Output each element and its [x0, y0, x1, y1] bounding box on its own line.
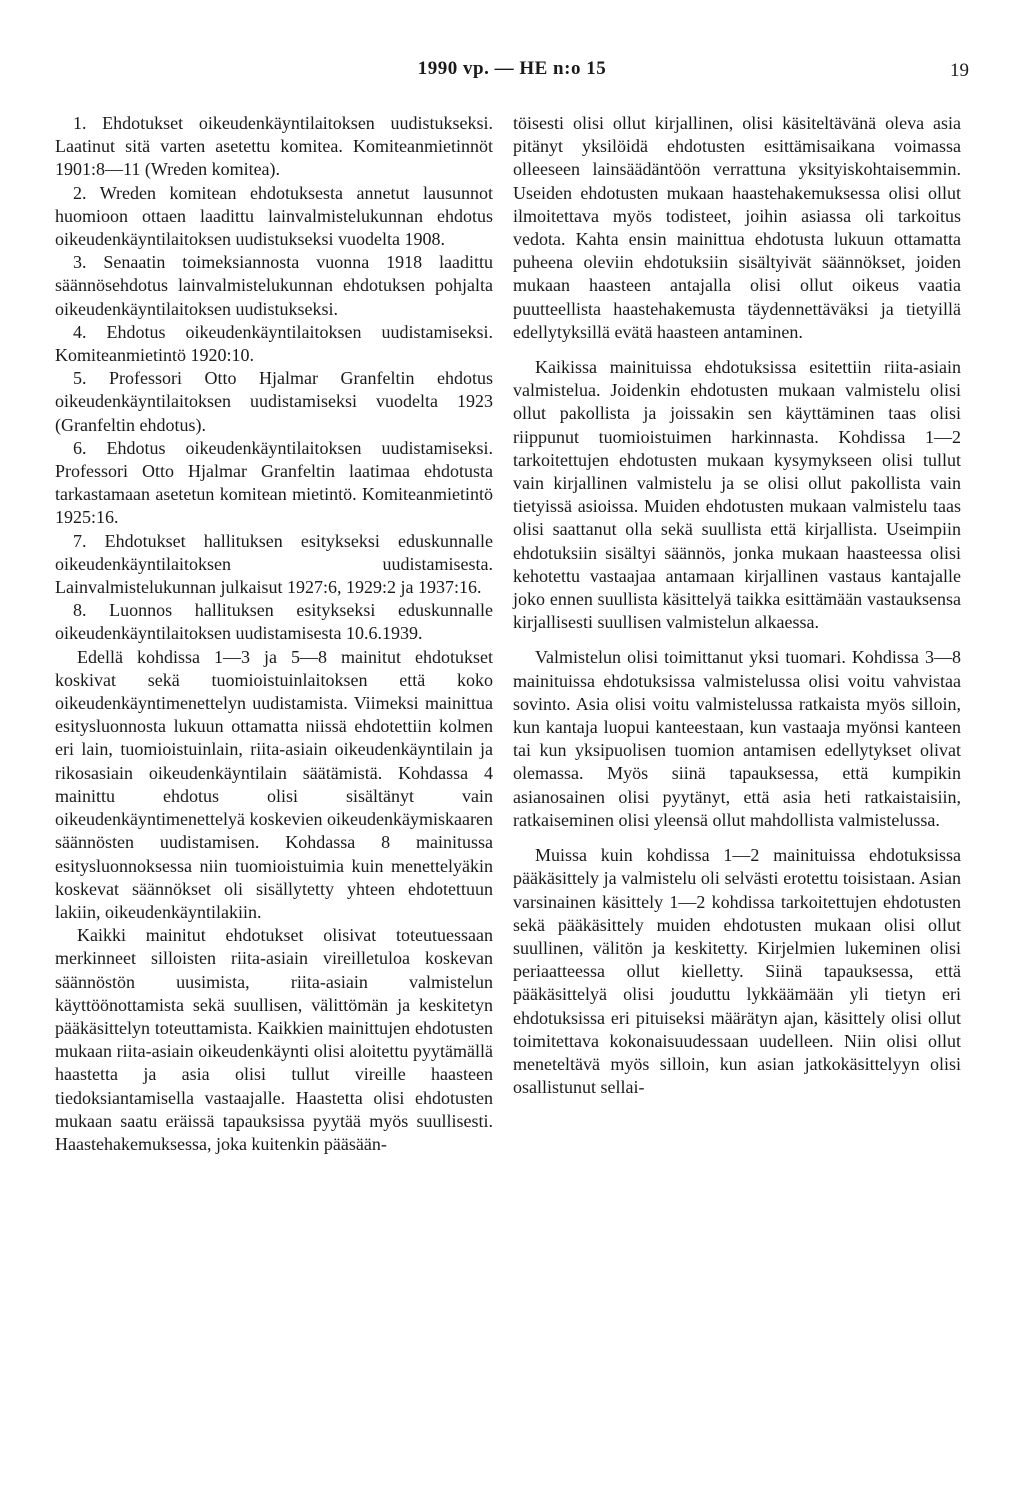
- list-item-3: 3. Senaatin toimeksiannosta vuonna 1918 laadittu säännösehdotus lainvalmistelukunnan ehdotuksen pohjalta oikeudenkäyntilaitoksen uudistukseksi.: [55, 252, 493, 319]
- paragraph-continuation: töisesti olisi ollut kirjallinen, olisi käsiteltävänä oleva asia pitänyt yksilöidä ehdotusten esittämisaikana voimassa olleeseen lainsäädäntöön verrattuna yksityiskohtaisemmin. Useiden ehdotusten mukaan haastehakemuksessa olisi ollut ilmoitettava myös todisteet, joihin asiassa oli tarkoitus vedota. Kahta ensin mainittua ehdotusta lukuun ottamatta puheena oleviin ehdotuksiin sisältyivät säännökset, joiden mukaan haasteen antajalla olisi ollut oikeus vaatia puutteellista haastehakemusta täydennettäväksi ja tietyillä edellytyksillä evätä haasteen antaminen.: [513, 113, 961, 342]
- page-header: [0, 58, 1024, 88]
- list-item-6: 6. Ehdotus oikeudenkäyntilaitoksen uudistamiseksi. Professori Otto Hjalmar Granfeltin laatimaa ehdotusta tarkastamaan asetetun komitean mietintö. Komiteanmietintö 1925:16.: [55, 437, 493, 528]
- paragraph-proposals: Kaikki mainitut ehdotukset olisivat toteutuessaan merkinneet silloisten riita-asiain vireilletuloa koskevan säännöstön uusimista, riita-asiain valmistelun käyttöönottamista sekä suullisen, välittömän ja keskitetyn pääkäsittelyn toteuttamista. Kaikkien mainittujen ehdotusten mukaan riita-asiain oikeudenkäynti olisi aloitettu pyytämällä haastetta ja asia olisi tullut vireille haasteen tiedoksiantamisella vastaajalle. Haastetta olisi ehdotusten mukaan saatu eräissä tapauksissa pyytää myös suullisesti. Haastehakemuksessa, joka kuitenkin pääsään-: [55, 925, 493, 1154]
- right-column: [513, 112, 961, 1099]
- paragraph-summary: Edellä kohdissa 1—3 ja 5—8 mainitut ehdotukset koskivat sekä tuomioistuinlaitoksen että koko oikeudenkäyntimenettelyn uudistamista. Viimeksi mainittua esitysluonnosta lukuun ottamatta niissä ehdotettiin kolmen eri lain, tuomioistuinlain, riita-asiain oikeudenkäyntilain ja rikosasiain oikeudenkäyntilain säätämistä. Kohdassa 4 mainittu ehdotus olisi sisältänyt vain oikeudenkäyntimenettelyä koskevien oikeudenkäymiskaaren säännösten uudistamisen. Kohdassa 8 mainitussa esitysluonnoksessa niin tuomioistuimia kuin menettelyäkin koskevat säännökset oli sisällytetty yhteen ehdotettuun lakiin, oikeudenkäyntilakiin.: [55, 646, 493, 922]
- list-item-7: 7. Ehdotukset hallituksen esitykseksi eduskunnalle oikeudenkäyntilaitoksen uudistamisesta. Lainvalmistelukunnan julkaisut 1927:6, 1929:2 ja 1937:16.: [55, 530, 493, 598]
- header-title: 1990 vp. — HE n:o 15: [417, 58, 607, 79]
- page-number: 19: [950, 60, 969, 81]
- paragraph-preparation: Kaikissa mainituissa ehdotuksissa esitettiin riita-asiain valmistelua. Joidenkin ehdotusten mukaan valmistelu olisi ollut pakollista ja joissakin sen käyttäminen taas olisi riippunut tuomioistuimen harkinnasta. Kohdissa 1—2 tarkoitettujen ehdotusten mukaan kysymykseen olisi tullut vain kirjallinen valmistelu ja se olisi ollut pakollista vain tietyissä asioissa. Muiden ehdotusten mukaan valmistelu taas olisi saattanut olla sekä suullista että kirjallista. Useimpiin ehdotuksiin sisältyi säännös, jonka mukaan haasteessa olisi kehotettu vastaajaa antamaan kirjallinen vastaus kantajalle joko ennen suullista käsittelyä taikka esittämään vastauksensa kirjallisesti suullisen valmistelun alkaessa.: [513, 357, 961, 633]
- list-item-1: 1. Ehdotukset oikeudenkäyntilaitoksen uudistukseksi. Laatinut sitä varten asetettu komitea. Komiteanmietinnöt 1901:8—11 (Wreden komitea).: [55, 113, 493, 180]
- list-item-8: 8. Luonnos hallituksen esitykseksi eduskunnalle oikeudenkäyntilaitoksen uudistamisesta 10.6.1939.: [55, 600, 493, 644]
- left-column: [55, 112, 493, 1156]
- paragraph-main-hearing: Muissa kuin kohdissa 1—2 mainituissa ehdotuksissa pääkäsittely ja valmistelu oli selvästi erotettu toisistaan. Asian varsinainen käsittely 1—2 kohdissa tarkoitettujen ehdotusten sekä pääkäsittely muiden ehdotusten mukaan olisi ollut suullinen, välitön ja keskitetty. Kirjelmien lukeminen olisi periaatteessa ollut kielletty. Siinä tapauksessa, että pääkäsittelyä olisi jouduttu lykkäämään yli tietyn eri ehdotuksissa eri pituiseksi määrätyn ajan, käsittely olisi ollut toimitettava kokonaisuudessaan uudelleen. Niin olisi ollut meneteltävä myös silloin, kun asian jatkokäsittelyyn olisi osallistunut sellai-: [513, 845, 961, 1098]
- list-item-5: 5. Professori Otto Hjalmar Granfeltin ehdotus oikeudenkäyntilaitoksen uudistamiseksi vuodelta 1923 (Granfeltin ehdotus).: [55, 368, 493, 435]
- list-item-4: 4. Ehdotus oikeudenkäyntilaitoksen uudistamiseksi. Komiteanmietintö 1920:10.: [55, 321, 493, 366]
- paragraph-judge: Valmistelun olisi toimittanut yksi tuomari. Kohdissa 3—8 mainituissa ehdotuksissa valmistelussa olisi voitu vahvistaa sovinto. Asia olisi voitu valmistelussa ratkaista myös silloin, kun kantaja luopui kanteestaan, kun vastaaja myönsi kanteen tai kun yksipuolisen tuomion antamisen edellytykset olivat olemassa. Myös siinä tapauksessa, että kumpikin asianosainen olisi pyytänyt, että asia heti ratkaistaisiin, ratkaiseminen olisi yleensä ollut mahdollista valmistelussa.: [513, 647, 961, 830]
- list-item-2: 2. Wreden komitean ehdotuksesta annetut lausunnot huomioon ottaen laadittu lainvalmistelukunnan ehdotus oikeudenkäyntilaitoksen uudistukseksi vuodelta 1908.: [55, 182, 493, 250]
